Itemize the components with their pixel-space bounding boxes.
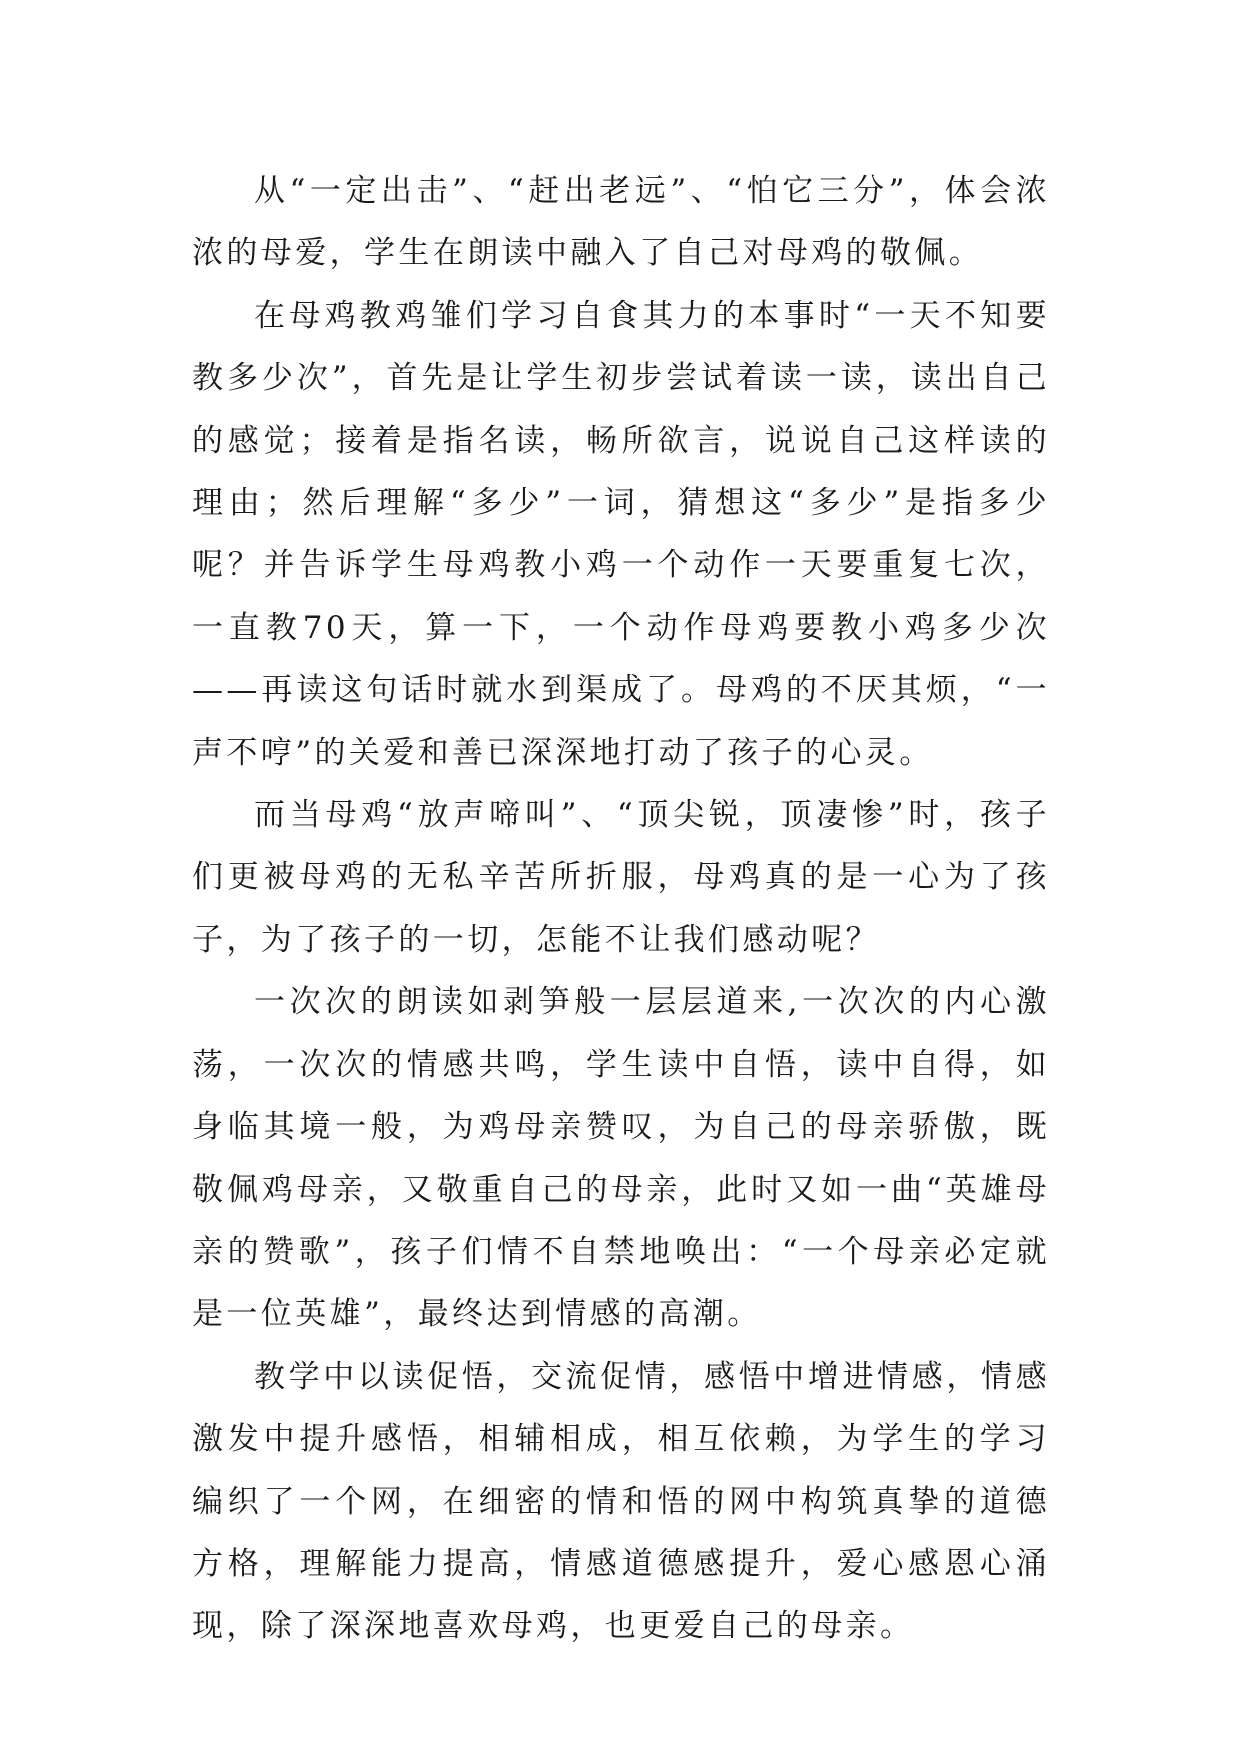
paragraph-3: 而当母鸡“放声啼叫”、“顶尖锐，顶凄惨”时，孩子们更被母鸡的无私辛苦所折服，母鸡真的是一心为了孩子，为了孩子的一切，怎能不让我们感动呢？	[192, 797, 1050, 958]
document-body	[192, 160, 1050, 1658]
paragraph-4: 一次次的朗读如剥笋般一层层道来,一次次的内心激荡，一次次的情感共鸣，学生读中自悟，读中自得，如身临其境一般，为鸡母亲赞叹，为自己的母亲骄傲，既敬佩鸡母亲，又敬重自己的母亲，此时又如一曲“英雄母亲的赞歌”，孩子们情不自禁地唤出：“一个母亲必定就是一位英雄”，最终达到情感的高潮。	[192, 984, 1050, 1333]
paragraph-5: 教学中以读促悟，交流促情，感悟中增进情感，情感激发中提升感悟，相辅相成，相互依赖，为学生的学习编织了一个网，在细密的情和悟的网中构筑真挚的道德方格，理解能力提高，情感道德感提升，爱心感恩心涌现，除了深深地喜欢母鸡，也更爱自己的母亲。	[192, 1358, 1050, 1645]
paragraph-1: 从“一定出击”、“赶出老远”、“怕它三分”，体会浓浓的母爱，学生在朗读中融入了自己对母鸡的敬佩。	[192, 173, 1050, 272]
paragraph-2: 在母鸡教鸡雏们学习自食其力的本事时“一天不知要教多少次”，首先是让学生初步尝试着读一读，读出自己的感觉；接着是指名读，畅所欲言，说说自己这样读的理由；然后理解“多少”一词，猜想这“多少”是指多少呢？并告诉学生母鸡教小鸡一个动作一天要重复七次，一直教70天，算一下，一个动作母鸡要教小鸡多少次——再读这句话时就水到渠成了。母鸡的不厌其烦，“一声不哼”的关爱和善已深深地打动了孩子的心灵。	[192, 297, 1050, 771]
